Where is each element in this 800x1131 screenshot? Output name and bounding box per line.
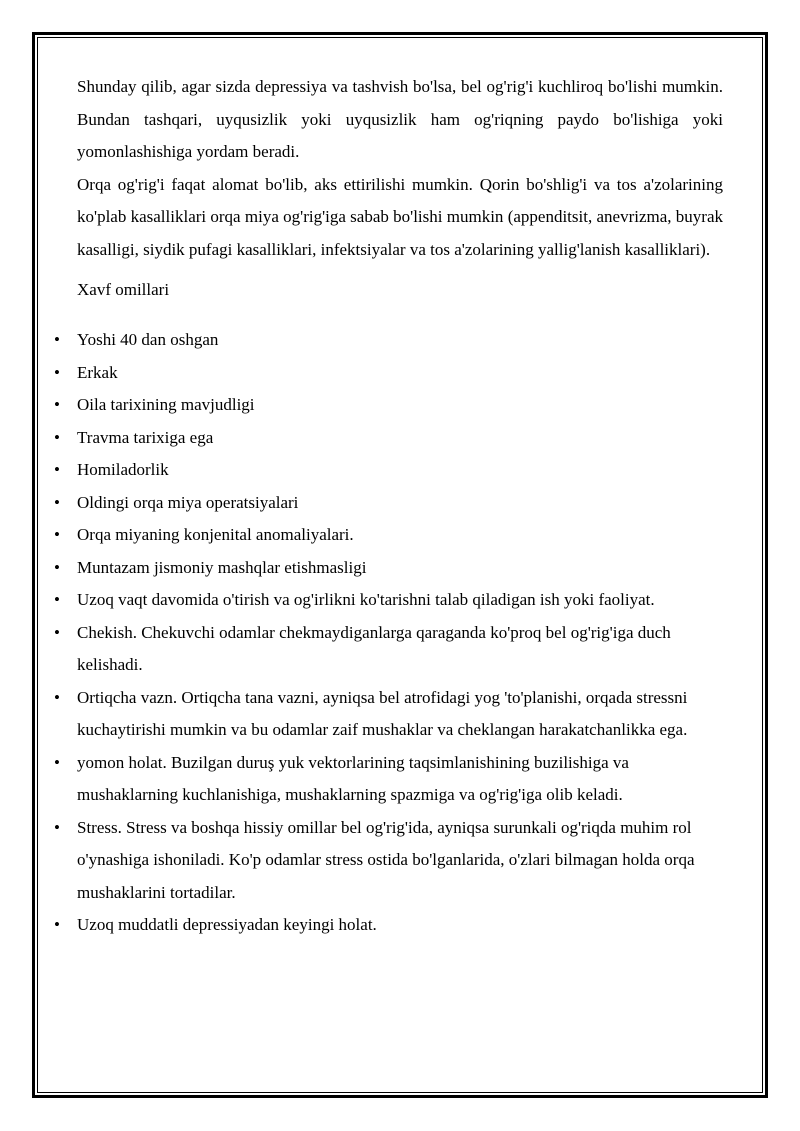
list-item-text: Chekish. Chekuvchi odamlar chekmaydiganlarga qaraganda ko'proq bel og'rig'iga duch kelishadi. [77, 622, 671, 674]
bullet-icon: • [54, 362, 60, 382]
list-item [54, 487, 723, 520]
bullet-icon: • [54, 752, 60, 772]
list-item [54, 682, 723, 747]
bullet-icon: • [54, 590, 60, 609]
list-item-text: Travma tarixiga ega [77, 427, 214, 447]
bullet-icon: • [54, 557, 60, 577]
bullet-icon: • [54, 460, 60, 479]
list-item-text: Muntazam jismoniy mashqlar etishmasligi [77, 557, 367, 577]
list-item [54, 552, 723, 585]
list-item [54, 389, 723, 422]
list-item [54, 454, 723, 487]
list-item [54, 357, 723, 390]
list-item [54, 909, 723, 942]
bullet-icon: • [54, 622, 60, 642]
list-item-text: Erkak [77, 362, 118, 382]
paragraph-symptom: Orqa og'rig'i faqat alomat bo'lib, aks ettirilishi mumkin. Qorin bo'shlig'i va tos a'zolarining ko'plab kasalliklari orqa miya og'rig'iga sabab bo'lishi mumkin (appenditsit, anevrizma, buyrak kasalligi, siydik pufagi kasalliklari, infektsiyalar va tos a'zolarining yallig'lanish kasalliklari). [77, 174, 723, 259]
bullet-icon: • [54, 427, 60, 447]
list-item-text: Oila tarixining mavjudligi [77, 395, 255, 414]
list-item-text: Ortiqcha vazn. Ortiqcha tana vazni, ayniqsa bel atrofidagi yog 'to'planishi, orqada stressni kuchaytirishi mumkin va bu odamlar zaif mushaklar va cheklangan harakatchanlikka ega. [77, 687, 688, 739]
paragraph-depression: Shunday qilib, agar sizda depressiya va tashvish bo'lsa, bel og'rig'i kuchliroq bo'lishi mumkin. Bundan tashqari, uyqusizlik yoki uyqusizlik ham og'riqning paydo bo'lishiga yoki yomonlashishiga yordam beradi. [77, 77, 723, 161]
list-item [54, 519, 723, 552]
section-heading: Xavf omillari [77, 280, 170, 299]
list-item-text: Yoshi 40 dan oshgan [77, 330, 219, 349]
list-item [54, 747, 723, 812]
list-item-text: yomon holat. Buzilgan duruş yuk vektorlarining taqsimlanishining buzilishiga va mushaklarning kuchlanishiga, mushaklarning spazmiga va og'rig'iga olib keladi. [77, 752, 629, 804]
list-item [54, 617, 723, 682]
list-item-text: Stress. Stress va boshqa hissiy omillar bel og'rig'ida, ayniqsa surunkali og'riqda muhim rol o'ynashiga ishoniladi. Ko'p odamlar stress ostida bo'lganlarida, o'zlari bilmagan holda orqa mushaklarini tortadilar. [77, 817, 695, 902]
list-item-text: Homiladorlik [77, 460, 169, 479]
list-item-text: Uzoq vaqt davomida o'tirish va og'irlikni ko'tarishni talab qiladigan ish yoki faoliyat. [77, 590, 655, 609]
bullet-icon: • [54, 395, 60, 414]
list-item [54, 584, 723, 617]
list-item-text: Uzoq muddatli depressiyadan keyingi holat. [77, 915, 377, 934]
bullet-icon: • [54, 492, 60, 512]
list-item [54, 422, 723, 455]
list-item [54, 812, 723, 910]
list-item-text: Oldingi orqa miya operatsiyalari [77, 492, 299, 512]
document-body [54, 71, 723, 942]
list-item [54, 324, 723, 357]
list-item-text: Orqa miyaning konjenital anomaliyalari. [77, 525, 354, 544]
bullet-icon: • [54, 525, 60, 544]
bullet-icon: • [54, 330, 60, 349]
bullet-icon: • [54, 915, 60, 934]
bullet-icon: • [54, 817, 60, 837]
risk-factor-list [54, 324, 723, 942]
bullet-icon: • [54, 687, 60, 707]
